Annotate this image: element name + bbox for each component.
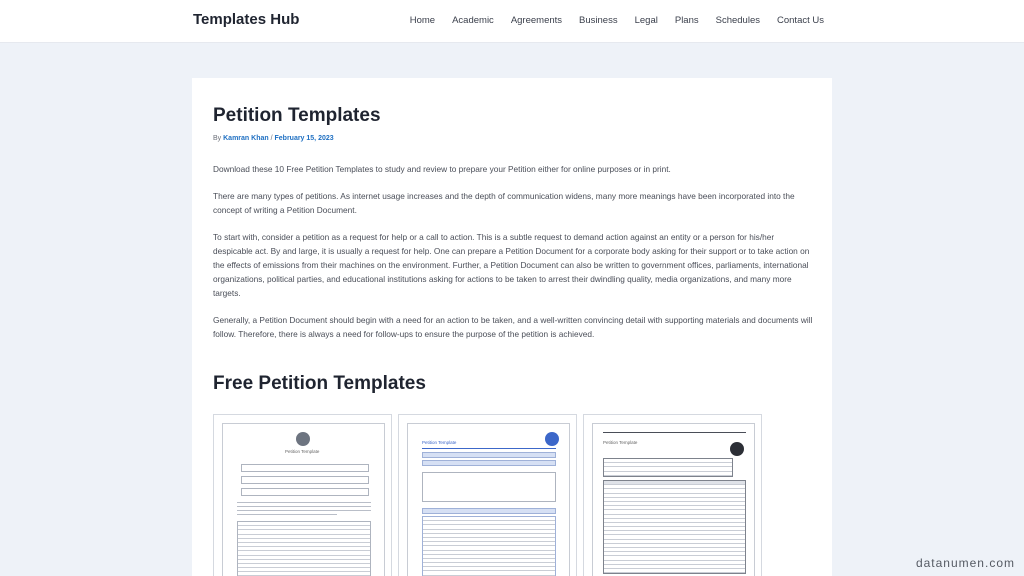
paragraph: To start with, consider a petition as a request for help or a call to action. This is a subtle request to demand action against an entity or a person for his/her despicable act. By and large, it is usually a request for help. One can prepare a Petition Document for a corporate body asking for their support or to take action on the effects of emissions from their machines on the environment. Further, a Petition Document can also be written to government offices, parliaments, international organizations, political parties, and educational institutions asking for actions to be taken to arrest their dwindling quality, media organizations, and many more targets. [213, 232, 810, 298]
site-header [0, 0, 1024, 43]
doc-field [422, 472, 556, 502]
doc-heading: Petition Template [285, 449, 320, 454]
paragraph: Generally, a Petition Document should begin with a need for an action to be taken, and a well-written convincing detail with supporting materials and documents will follow. Therefore, there is always a need for follow-ups to ensure the purpose of the petition is achieved. [213, 315, 813, 339]
article-card [192, 78, 832, 576]
nav-agreements[interactable]: Agreements [510, 15, 563, 26]
doc-field [241, 488, 369, 496]
doc-field [241, 476, 369, 484]
doc-table [422, 516, 556, 576]
post-meta [213, 135, 334, 142]
seal-icon [545, 432, 559, 446]
paragraph: Download these 10 Free Petition Templates to study and review to prepare your Petition either for online purposes or in print. [213, 164, 671, 174]
doc-heading: Petition Template [422, 440, 457, 445]
doc-table [603, 480, 746, 574]
template-thumbnail-2[interactable] [398, 414, 577, 576]
document-preview [407, 423, 570, 576]
page-title: Petition Templates [213, 105, 381, 126]
paragraph: There are many types of petitions. As internet usage increases and the depth of communication widens, many more meanings have been incorporated into the concept of writing a Petition Document. [213, 191, 795, 215]
site-logo[interactable]: Templates Hub [193, 11, 300, 28]
doc-line [237, 506, 371, 507]
author-link[interactable]: Kamran Khan [223, 135, 269, 142]
nav-contact-us[interactable]: Contact Us [777, 15, 824, 26]
doc-field [422, 460, 556, 466]
nav-schedules[interactable]: Schedules [715, 15, 760, 26]
document-preview [222, 423, 385, 576]
doc-field [422, 452, 556, 458]
doc-heading: Petition Template [603, 440, 638, 445]
doc-line [603, 432, 746, 433]
doc-field [422, 508, 556, 514]
nav-plans[interactable]: Plans [674, 15, 699, 26]
article-body [213, 162, 813, 354]
doc-line [237, 502, 371, 503]
document-preview [592, 423, 755, 576]
seal-icon [730, 442, 744, 456]
doc-table [603, 458, 733, 477]
template-thumbnail-1[interactable] [213, 414, 392, 576]
doc-line [422, 448, 556, 449]
meta-prefix: By [213, 135, 222, 142]
nav-academic[interactable]: Academic [452, 15, 494, 26]
section-title: Free Petition Templates [213, 373, 426, 394]
nav-business[interactable]: Business [579, 15, 618, 26]
template-thumbnail-3[interactable] [583, 414, 762, 576]
nav-legal[interactable]: Legal [634, 15, 658, 26]
doc-table [237, 521, 371, 576]
meta-separator: / [270, 135, 273, 142]
nav-home[interactable]: Home [409, 15, 436, 26]
doc-line [237, 514, 337, 515]
seal-icon [296, 432, 310, 446]
watermark: datanumen.com [915, 556, 1015, 570]
template-thumbnails [213, 414, 762, 576]
doc-line [237, 510, 371, 511]
main-nav [410, 15, 824, 26]
doc-field [241, 464, 369, 472]
post-date[interactable]: February 15, 2023 [274, 135, 334, 142]
